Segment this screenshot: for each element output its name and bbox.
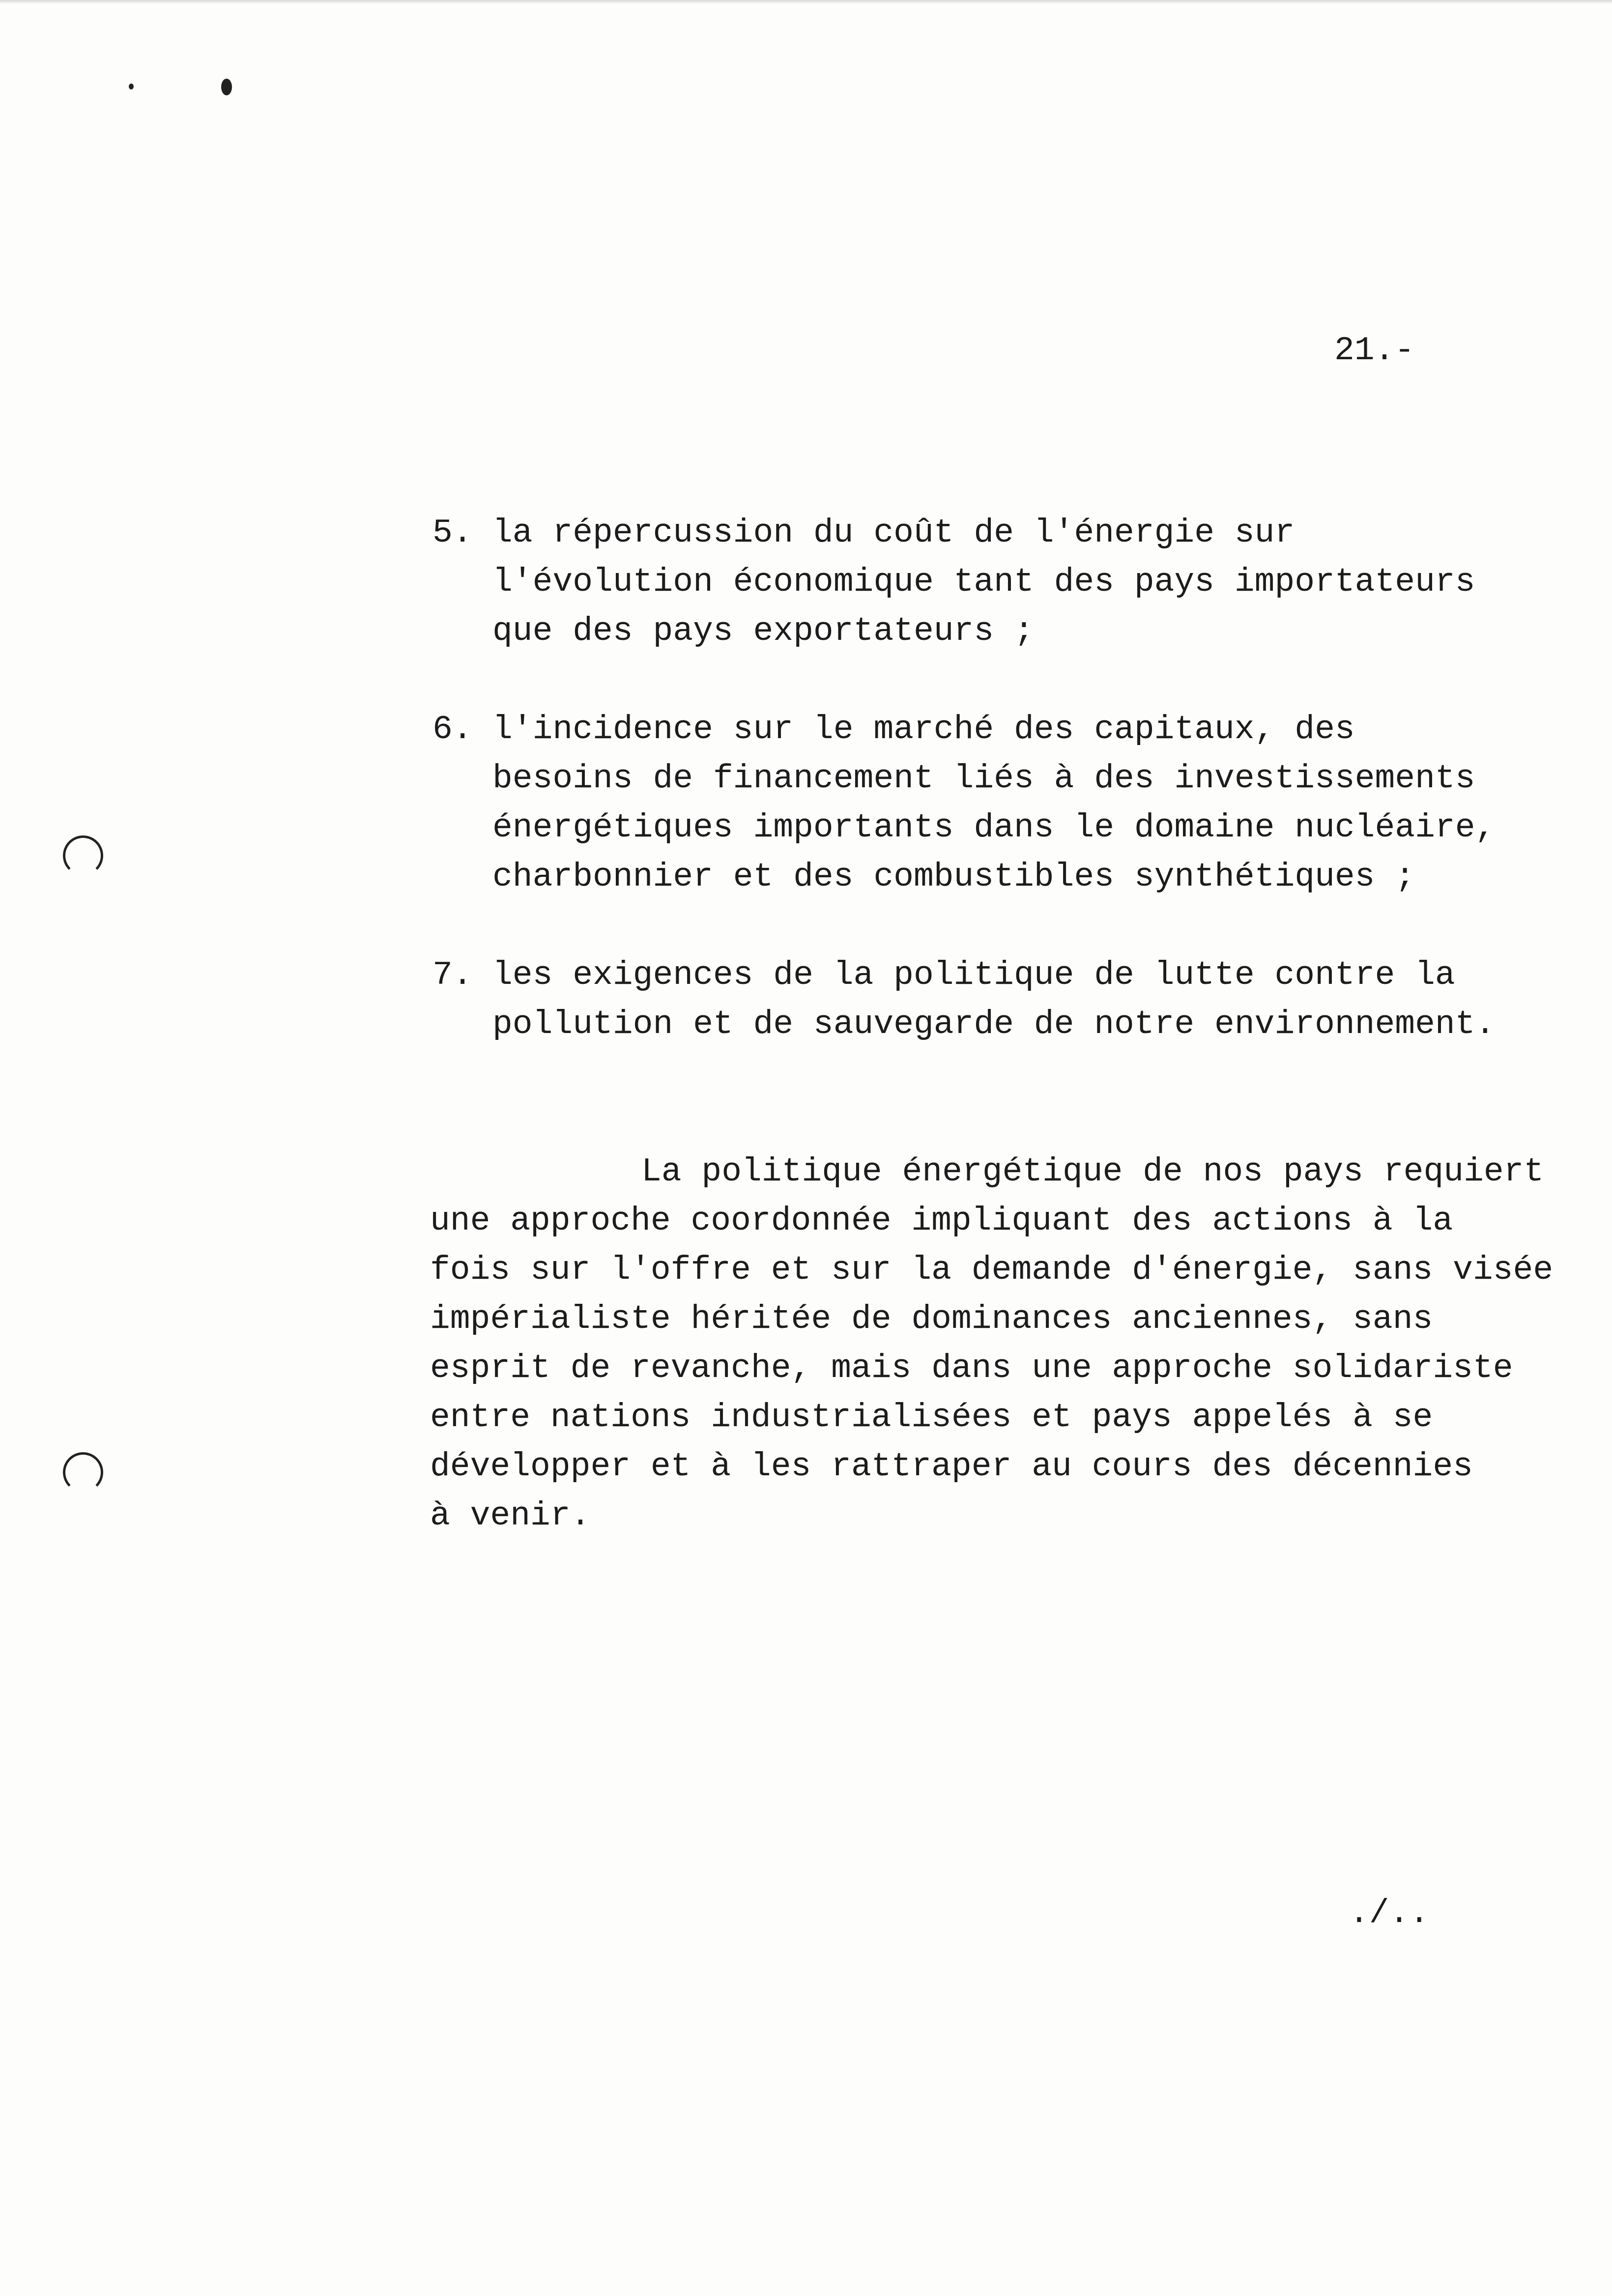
list-item-line: besoins de financement liés à des investissements (492, 760, 1475, 798)
list-item-line: la répercussion du coût de l'énergie sur (492, 514, 1295, 552)
punch-hole (63, 1452, 103, 1492)
list-item-7 (432, 951, 1495, 1049)
page-number: 21.- (1334, 332, 1415, 370)
list-item-line: les exigences de la politique de lutte contre la (492, 956, 1455, 994)
list-item-line: pollution et de sauvegarde de notre environnement. (492, 1005, 1496, 1043)
list-item-line: charbonnier et des combustibles synthétiques ; (492, 858, 1415, 896)
paragraph-line: impérialiste héritée de dominances anciennes, sans (430, 1300, 1433, 1338)
paragraph-line: fois sur l'offre et sur la demande d'énergie, sans visée (430, 1251, 1554, 1289)
paragraph-line: à venir. (430, 1497, 591, 1535)
list-item-line: l'évolution économique tant des pays importateurs (492, 563, 1475, 601)
punch-hole (63, 835, 103, 876)
list-item-number: 7. (432, 956, 473, 994)
list-item-line: que des pays exportateurs ; (492, 612, 1034, 650)
paragraph-line: développer et à les rattraper au cours des décennies (430, 1448, 1473, 1486)
continuation-mark: ./.. (1349, 1894, 1430, 1932)
paragraph-line: entre nations industrialisées et pays appelés à se (430, 1399, 1433, 1436)
list-item-line: l'incidence sur le marché des capitaux, des (492, 711, 1355, 748)
list-item-6 (432, 705, 1495, 902)
scan-speck (221, 79, 232, 95)
paragraph-line: une approche coordonnée impliquant des actions à la (430, 1202, 1453, 1240)
paragraph-line: La politique énergétique de nos pays requiert (641, 1153, 1544, 1191)
list-item-5 (432, 509, 1475, 656)
list-item-number: 6. (432, 711, 473, 748)
list-item-line: énergétiques importants dans le domaine nucléaire, (492, 809, 1496, 847)
scan-speck (129, 84, 134, 89)
body-paragraph (430, 1148, 1553, 1541)
list-item-number: 5. (432, 514, 473, 552)
paragraph-line: esprit de revanche, mais dans une approche solidariste (430, 1349, 1513, 1387)
scan-top-edge (0, 0, 1612, 4)
